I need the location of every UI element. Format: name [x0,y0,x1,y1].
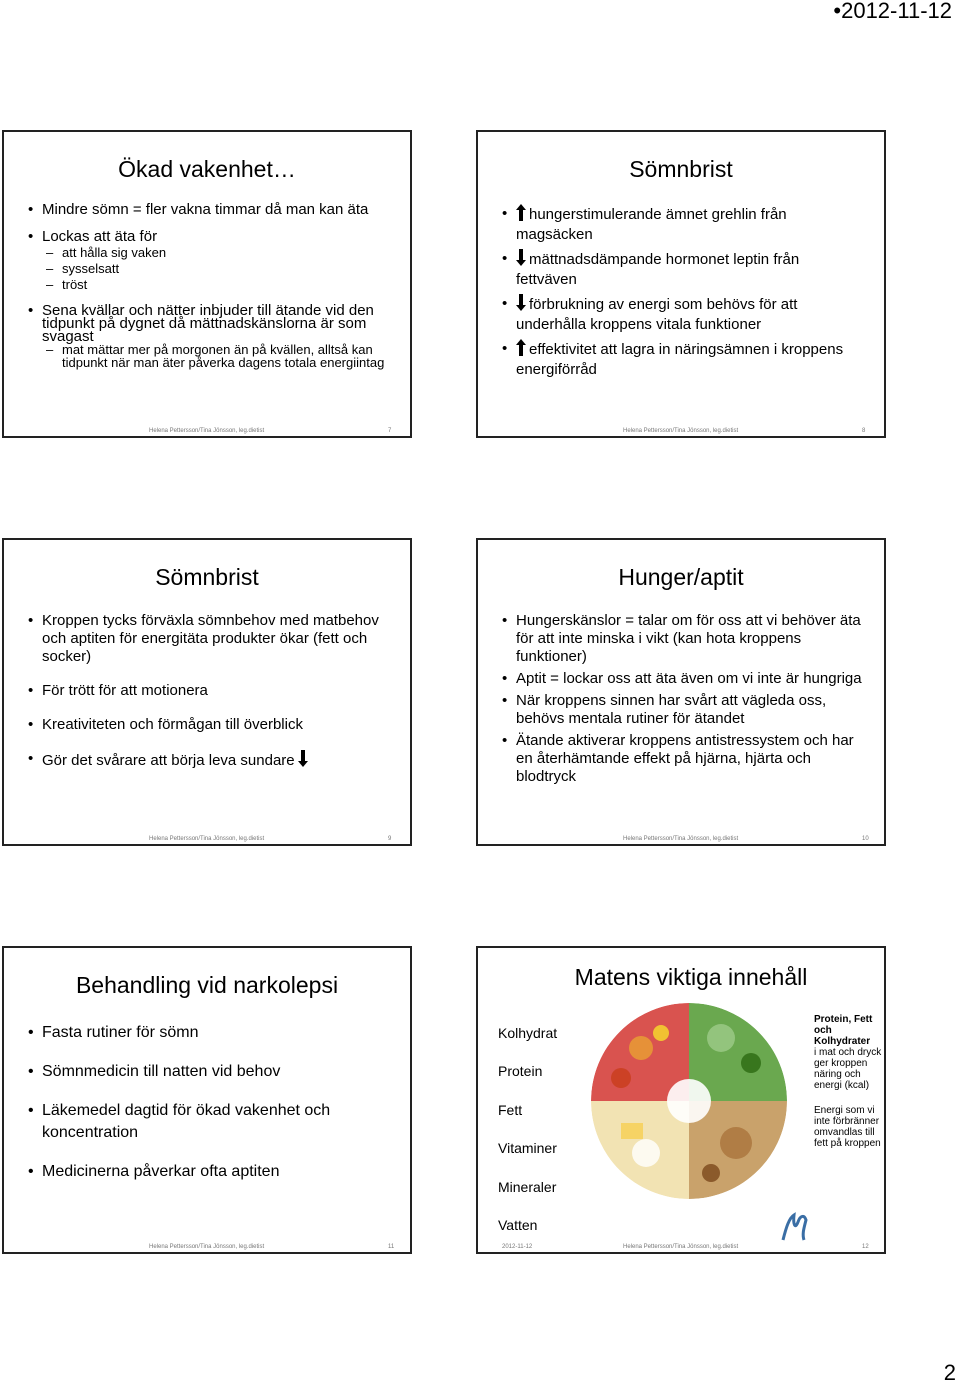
nutrient-item: Vatten [498,1217,538,1234]
slide-7 [2,130,412,438]
arrow-up-icon [516,204,526,221]
slide-title: Hunger/aptit [618,564,744,590]
footer-author: Helena Pettersson/Tina Jönsson, leg.dietist [623,1244,739,1250]
bullet-item: • Mindre sömn = fler vakna timmar då man kan äta [28,202,398,218]
slide-number: 12 [862,1244,869,1250]
food-wheel-illustration [591,1003,787,1199]
nutrient-item: Protein [498,1063,543,1080]
sub-bullet-item: – att hålla sig vaken [28,245,398,261]
nutrition-text: i mat och dryck ger kroppen näring och energi (kcal) [814,1047,882,1091]
bullet-item: • Sena kvällar och nätter inbjuder till ätande vid den tidpunkt på dygnet då mättnadskänslorna är som svagast [28,304,398,343]
bullet-list [502,612,862,786]
slide-number: 8 [862,428,866,434]
sub-bullet-item: – tröst [28,277,398,293]
logo-icon [780,1210,810,1246]
bullet-item: • Kreativiteten och förmågan till överblick [28,716,388,734]
slide-number: 7 [388,428,392,434]
bullet-item: • Aptit = lockar oss att äta även om vi inte är hungriga [502,670,862,688]
bullet-item: • Sömnmedicin till natten vid behov [28,1061,378,1083]
bullet-item: • Kroppen tycks förväxla sömnbehov med matbehov och aptiten för energitäta produkter ökar (fett och socker) [28,612,388,666]
nutrient-item: Kolhydrat [498,1025,558,1041]
nutrient-item: Fett [498,1101,523,1118]
bullet-list [502,204,852,380]
footer-author: Helena Pettersson/Tina Jönsson, leg.dietist [623,836,739,842]
slide-number: 9 [388,836,392,842]
bullet-text: förbrukning av energi som behövs för att underhålla kroppens vitala funktioner [516,296,798,333]
slide-title: Behandling vid narkolepsi [75,972,339,998]
energy-text: Energi som vi inte förbränner omvandlas till fett på kroppen [814,1105,881,1149]
nutrient-item: Vitaminer [498,1140,557,1157]
arrow-down-icon [516,249,526,266]
bullet-item: • För trött för att motionera [28,682,388,700]
arrow-up-icon [516,339,526,356]
slide-title: Ökad vakenhet… [118,156,296,182]
food-plate-image [591,1003,787,1199]
slide-10 [476,538,886,846]
sub-bullet-item: – mat mättar mer på morgonen än på kvällen, alltså kan tidpunkt när man äter påverka dagens totala energiintag [28,343,398,369]
slide-title: Sömnbrist [155,564,259,590]
bullet-item [502,339,852,380]
document-date-header: •2012-11-12 [833,0,952,23]
bullet-item: • Hungerskänslor = talar om för oss att vi behöver äta för att inte minska i vikt (kan hota kroppens funktioner) [502,612,862,666]
arrow-down-icon [516,294,526,311]
footer-author: Helena Pettersson/Tina Jönsson, leg.dietist [149,836,265,842]
slide-title: Sömnbrist [629,156,733,182]
bullet-item [502,204,852,245]
slide-title: Matens viktiga innehåll [574,964,808,990]
bullet-text: Gör det svårare att börja leva sundare [42,752,295,769]
arrow-down-icon [298,750,308,767]
bullet-item: • Fasta rutiner för sömn [28,1022,378,1044]
slide-8 [476,130,886,438]
footer-author: Helena Pettersson/Tina Jönsson, leg.dietist [149,1244,265,1250]
nutrition-facts-text [814,1014,882,1149]
bullet-item: • Lockas att äta för [28,229,398,245]
bullet-item: • När kroppens sinnen har svårt att vägleda oss, behövs mentala rutiner för ätandet [502,692,862,728]
bullet-item: • Ätande aktiverar kroppens antistressystem och har en återhämtande effekt på hjärna, hjärta och blodtryck [502,732,862,786]
slide-9 [2,538,412,846]
bullet-item: • Läkemedel dagtid för ökad vakenhet och koncentration [28,1100,378,1144]
bullet-text: hungerstimulerande ämnet grehlin från magsäcken [516,206,787,243]
bullet-list [28,202,398,369]
footer-date: 2012-11-12 [502,1244,533,1250]
page-number: 2 [943,1360,956,1385]
slide-number: 10 [862,836,869,842]
bullet-list [28,1022,378,1183]
bullet-item [28,750,388,770]
sub-bullet-item: – sysselsatt [28,261,398,277]
footer-author: Helena Pettersson/Tina Jönsson, leg.dietist [623,428,739,434]
bullet-item [502,294,852,335]
slide-12 [476,946,886,1254]
bullet-text: effektivitet att lagra in näringsämnen i kroppens energiförråd [516,341,844,378]
nutrient-list [498,1014,588,1244]
bullet-item [502,249,852,290]
slide-11 [2,946,412,1254]
bullet-item: • Medicinerna påverkar ofta aptiten [28,1161,378,1183]
bullet-text: mättnadsdämpande hormonet leptin från fettväven [516,251,800,288]
nutrition-bold-heading: Protein, Fett och Kolhydrater [814,1014,873,1047]
bullet-list [28,612,388,770]
slide-number: 11 [388,1244,395,1250]
footer-author: Helena Pettersson/Tina Jönsson, leg.dietist [149,428,265,434]
nutrient-item: Mineraler [498,1178,557,1195]
